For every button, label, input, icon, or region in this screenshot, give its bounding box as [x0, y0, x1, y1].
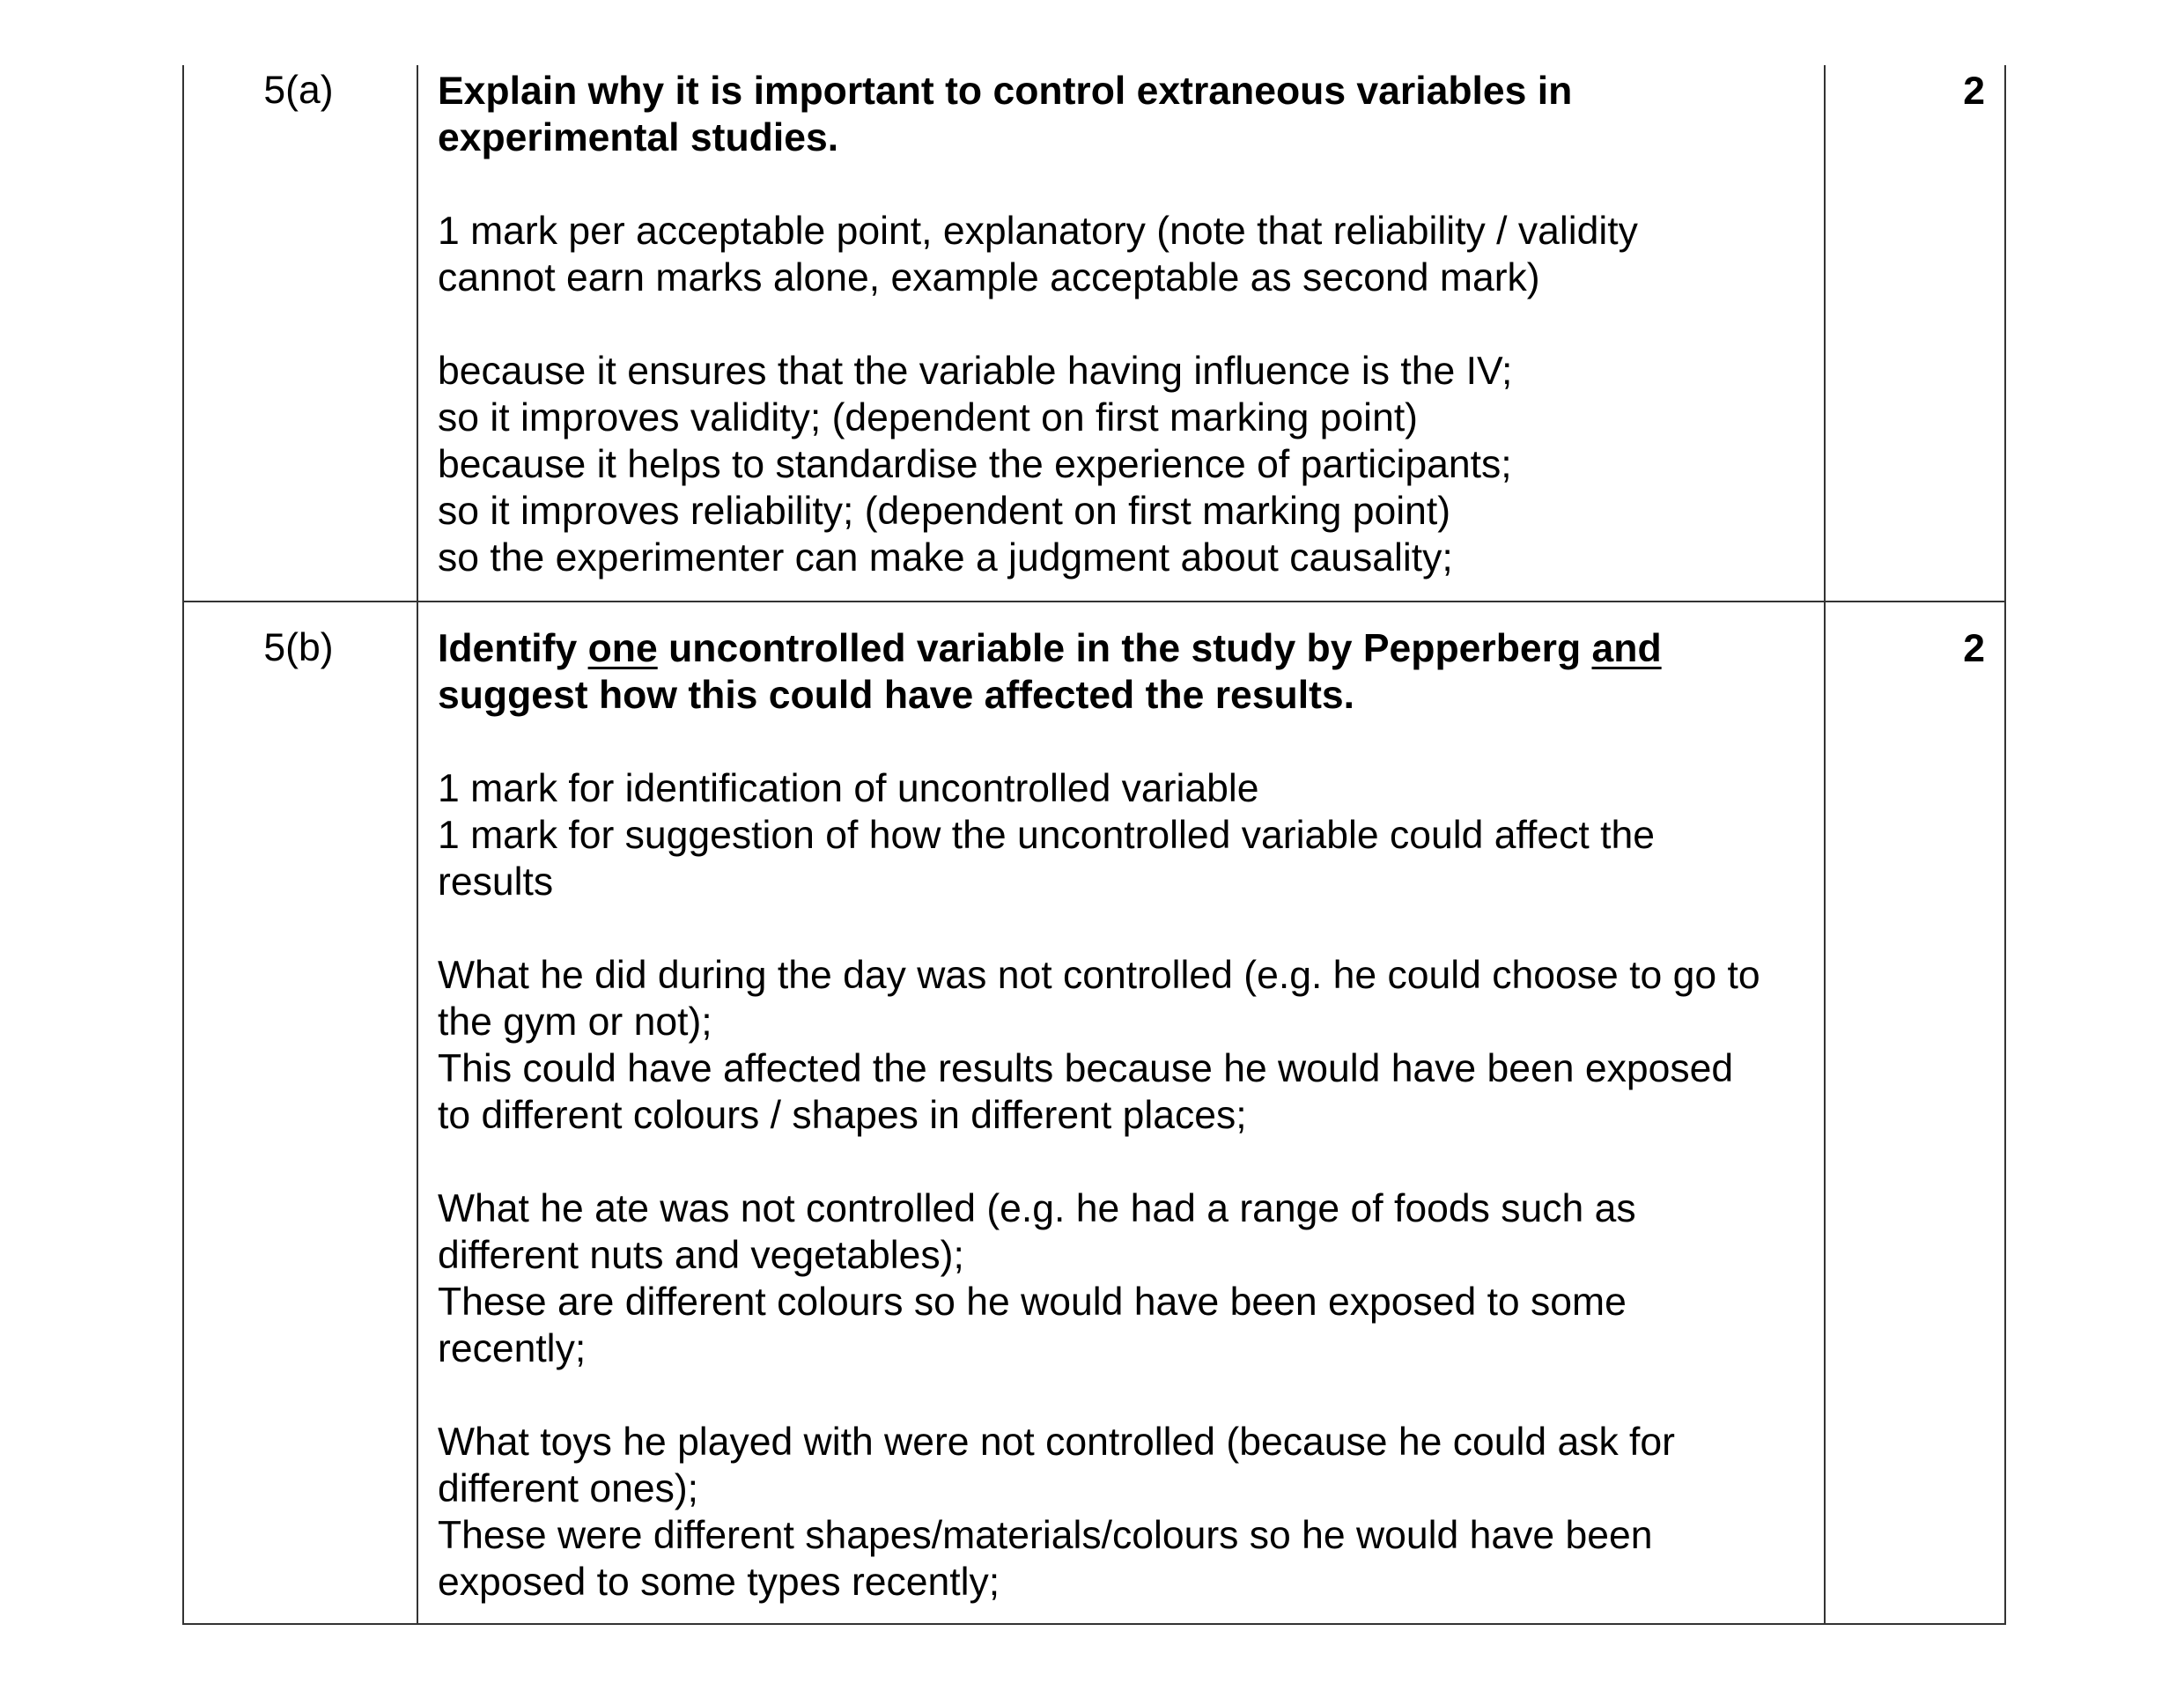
heading-underlined-word: one: [587, 627, 658, 670]
answer-line: to different colours / shapes in different places;: [438, 1094, 1247, 1137]
heading-text: uncontrolled variable in the study by Pepperberg: [657, 627, 1592, 670]
marking-point: so it improves reliability; (dependent on first marking point): [438, 490, 1451, 533]
heading-line: suggest how this could have affected the results.: [438, 674, 1355, 717]
question-number-cell: [183, 65, 417, 602]
guidance-line: 1 mark for identification of uncontrolled variable: [438, 767, 1259, 810]
guidance-line: results: [438, 860, 554, 904]
answer-line: These are different colours so he would have been exposed to some: [438, 1281, 1627, 1324]
marking-point: because it helps to standardise the experience of participants;: [438, 443, 1512, 486]
question-number: 5(a): [263, 69, 334, 112]
marking-guidance: [438, 765, 1804, 905]
marking-points: [438, 348, 1804, 581]
answer-line: What toys he played with were not controlled (because he could ask for: [438, 1421, 1675, 1464]
answer-group: [438, 1419, 1804, 1605]
answer-line: What he did during the day was not controlled (e.g. he could choose to go to: [438, 954, 1760, 997]
answer-cell: [417, 65, 1825, 602]
answer-cell: [417, 602, 1825, 1624]
question-heading: [438, 625, 1804, 719]
heading-line: [438, 625, 1804, 672]
guidance-line: 1 mark for suggestion of how the uncontrolled variable could affect the: [438, 814, 1655, 857]
marking-point: because it ensures that the variable having influence is the IV;: [438, 350, 1513, 393]
table-row: [183, 65, 2005, 602]
answer-line: different ones);: [438, 1467, 699, 1510]
question-heading: Explain why it is important to control extraneous variables in experimental studies.: [438, 70, 1573, 159]
table-row: [183, 602, 2005, 1624]
marks-value: 2: [1963, 70, 1985, 113]
marks-value: 2: [1963, 627, 1985, 670]
answer-line: These were different shapes/materials/colours so he would have been: [438, 1514, 1653, 1557]
answer-line: What he ate was not controlled (e.g. he had a range of foods such as: [438, 1187, 1636, 1230]
answer-line: different nuts and vegetables);: [438, 1234, 964, 1277]
marks-cell: [1825, 602, 2005, 1624]
heading-text: Identify: [438, 627, 588, 670]
answer-group: [438, 952, 1804, 1139]
question-number: 5(b): [263, 626, 334, 669]
heading-underlined-word: and: [1591, 627, 1662, 670]
mark-scheme-table: [182, 65, 2006, 1625]
marking-guidance: [438, 208, 1804, 301]
answer-line: recently;: [438, 1327, 587, 1370]
guidance-line: 1 mark per acceptable point, explanatory (note that reliability / validity: [438, 210, 1638, 253]
answer-group: [438, 1185, 1804, 1372]
question-number-cell: [183, 602, 417, 1624]
guidance-line: cannot earn marks alone, example acceptable as second mark): [438, 256, 1540, 299]
marks-cell: [1825, 65, 2005, 602]
answer-line: This could have affected the results because he would have been exposed: [438, 1047, 1734, 1090]
marking-point: so the experimenter can make a judgment about causality;: [438, 536, 1453, 579]
answer-line: exposed to some types recently;: [438, 1561, 1000, 1604]
answer-line: the gym or not);: [438, 1000, 712, 1044]
marking-point: so it improves validity; (dependent on first marking point): [438, 396, 1418, 439]
